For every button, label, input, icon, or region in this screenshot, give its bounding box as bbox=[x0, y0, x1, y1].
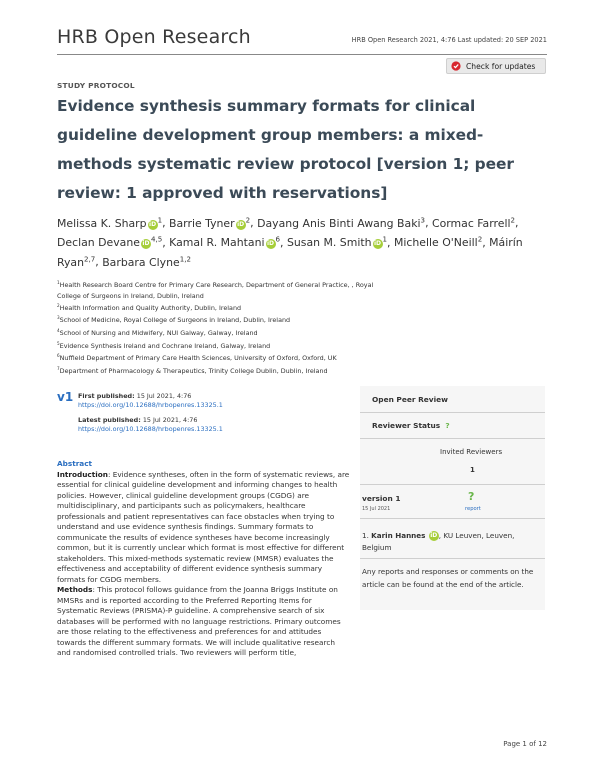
author-affiliation-ref: 2 bbox=[477, 234, 483, 244]
publication-info bbox=[78, 392, 223, 434]
affiliation: $^5$Evidence Synthesis Ireland and Cochrane Ireland, Galway, Ireland bbox=[57, 340, 271, 350]
check-for-updates-label: Check for updates bbox=[466, 61, 536, 71]
panel-divider bbox=[360, 412, 545, 413]
orcid-icon[interactable]: iD bbox=[149, 220, 157, 228]
author bbox=[394, 236, 482, 249]
author bbox=[257, 217, 425, 230]
author-list: Melissa K. Sharp $iD^1$, Barrie Tyner $iD^2$, Dayang Anis Binti Awang Baki$^3$, Cormac Farrell$^2$, Declan Devane iD$^{4,5}$, Kamal R. Mahtani $iD^6$, Susan M. Smith $iD^1$, Michelle O'Neill$^2$, Máirín Ryan$^{2,7}$, Barbara Clyne$^{1,2}$ bbox=[57, 215, 523, 269]
methods-text: : This protocol follows guidance from the Joanna Briggs Institute on MMSRs and is reported according to the Preferred Reporting Items for Systematic Reviews (PRISMA)-P guideline. A comprehensive search of six databases will be performed with no language restrictions. Primary outcomes are those relating to the effectiveness and preferences for and attitudes towards the different summary formats. We will include qualitative research and randomised controlled trials. Two reviewers will perform title, bbox=[57, 585, 341, 657]
author-affiliation-ref: 6 bbox=[275, 234, 281, 244]
author-name: Michelle O'Neill bbox=[393, 236, 478, 250]
open-peer-review-heading: Open Peer Review bbox=[372, 395, 448, 404]
author bbox=[57, 236, 162, 249]
author-name: Dayang Anis Binti Awang Baki bbox=[257, 216, 421, 230]
crossmark-icon bbox=[451, 61, 461, 71]
article-type: STUDY PROTOCOL bbox=[57, 81, 135, 90]
affiliation: $^6$Nuffield Department of Primary Care Health Sciences, University of Oxford, Oxford, UK bbox=[57, 353, 337, 363]
orcid-icon[interactable]: iD bbox=[142, 240, 150, 248]
orcid-icon[interactable]: iD bbox=[430, 532, 438, 539]
author-affiliation-ref: 1,2 bbox=[179, 254, 191, 264]
author-affiliation-ref: 4,5 bbox=[150, 234, 163, 244]
latest-published-doi-link[interactable]: https://doi.org/10.12688/hrbopenres.13325.1 bbox=[78, 424, 223, 433]
page-number: Page 1 of 12 bbox=[503, 740, 547, 748]
abstract-methods bbox=[57, 585, 350, 659]
latest-published-label: Latest published: bbox=[78, 415, 141, 424]
author-affiliation-ref: 2,7 bbox=[84, 254, 96, 264]
version-date: 15 Jul 2021 bbox=[362, 506, 391, 512]
author-name: Barrie Tyner bbox=[169, 216, 235, 230]
report-link[interactable]: report bbox=[465, 506, 481, 512]
abstract-heading: Abstract bbox=[57, 459, 93, 468]
version-badge: v1 bbox=[57, 390, 74, 404]
reviewer-entry bbox=[362, 530, 540, 553]
reviewer-status-label: Reviewer Status bbox=[372, 421, 441, 430]
check-for-updates-button[interactable] bbox=[446, 58, 546, 74]
reviewer-name: Karin Hannes bbox=[371, 531, 426, 540]
panel-divider bbox=[360, 518, 545, 519]
author bbox=[169, 217, 250, 230]
panel-divider bbox=[360, 438, 545, 439]
affiliation: $^2$Health Information and Quality Authority, Dublin, Ireland bbox=[57, 302, 242, 313]
abstract bbox=[57, 459, 350, 659]
author bbox=[432, 217, 515, 230]
reviewer-affiliation: , KU Leuven, Leuven, Belgium bbox=[362, 531, 515, 552]
journal-title: HRB Open Research bbox=[57, 26, 251, 48]
author-name: Barbara Clyne bbox=[102, 255, 180, 269]
author bbox=[169, 236, 280, 249]
reports-note: Any reports and responses or comments on the article can be found at the end of the article. bbox=[362, 567, 534, 589]
first-published-label: First published: bbox=[78, 392, 135, 400]
invited-reviewers-label: Invited Reviewers bbox=[440, 448, 503, 456]
author-name: Susan M. Smith bbox=[286, 236, 372, 250]
author bbox=[57, 217, 162, 230]
author-name: Melissa K. Sharp bbox=[57, 216, 147, 230]
panel-divider bbox=[360, 558, 545, 559]
author bbox=[287, 236, 387, 249]
header-meta: HRB Open Research 2021, 4:76 Last updated: 20 SEP 2021 bbox=[351, 36, 547, 44]
orcid-icon[interactable]: iD bbox=[266, 240, 275, 248]
reviewer-status bbox=[372, 421, 450, 430]
author-name: Máirín Ryan bbox=[57, 236, 523, 269]
author-affiliation-ref: 3 bbox=[420, 215, 426, 224]
affiliation: $^1$Health Research Board Centre for Primary Care Research, Department of General Practice, , Royal College of Surgeons in Ireland, Dublin, Ireland bbox=[57, 280, 374, 300]
affiliation: $^3$School of Medicine, Royal College of Surgeons in Ireland, Dublin, Ireland bbox=[57, 315, 291, 325]
latest-published-date: 15 Jul 2021, 4:76 bbox=[142, 415, 198, 424]
author-affiliation-ref: 2 bbox=[510, 215, 516, 224]
abstract-introduction bbox=[57, 470, 350, 586]
introduction-text: : Evidence syntheses, often in the form of systematic reviews, are essential for clinical guideline development and informing changes to health policies. However, clinical guideline development groups (CGDG) are multidisciplinary, and participants such as policymakers, healthcare professionals and patient representatives can face obstacles when trying to understand and use evidence synthesis findings. Summary formats to communicate the results of evidence syntheses have become increasingly common, but it is currently unclear which format is most effective for different stakeholders. This mixed-methods systematic review (MMSR) evaluates the effectiveness and acceptability of different evidence synthesis summary formats for CGDG members. bbox=[57, 469, 350, 584]
author-name: Cormac Farrell bbox=[432, 216, 511, 230]
author bbox=[102, 256, 191, 269]
reviewer-number: 1. bbox=[362, 531, 369, 540]
orcid-icon[interactable]: iD bbox=[374, 240, 382, 248]
affiliation: $^4$School of Nursing and Midwifery, NUI Galway, Galway, Ireland bbox=[57, 328, 258, 338]
affiliation: $^7$Department of Pharmacology & Therapeutics, Trinity College Dublin, Dublin, Ireland bbox=[57, 365, 328, 375]
author-name: Declan Devane bbox=[57, 236, 140, 250]
version-label: version 1 bbox=[362, 494, 401, 503]
introduction-label: Introduction bbox=[57, 469, 108, 479]
review-question-icon: ? bbox=[468, 490, 475, 503]
affiliation-list bbox=[57, 278, 397, 376]
invited-reviewer-number: 1 bbox=[470, 466, 475, 474]
panel-divider bbox=[360, 484, 545, 485]
status-question-icon: ? bbox=[445, 421, 450, 430]
first-published-doi-link[interactable]: https://doi.org/10.12688/hrbopenres.13325.1 bbox=[78, 401, 223, 410]
methods-label: Methods bbox=[57, 585, 93, 594]
author-affiliation-ref: 1 bbox=[157, 215, 163, 224]
author-affiliation-ref: 2 bbox=[245, 215, 251, 224]
first-published-date: 15 Jul 2021, 4:76 bbox=[136, 392, 192, 400]
article-title: Evidence synthesis summary formats for clinical guideline development group members: a mixed-methods systematic review protocol [version 1; peer review: 1 approved with reservations] bbox=[57, 97, 514, 202]
orcid-icon[interactable]: iD bbox=[237, 220, 245, 228]
author-affiliation-ref: 1 bbox=[382, 234, 388, 244]
author-name: Kamal R. Mahtani bbox=[169, 236, 265, 250]
header-divider bbox=[57, 54, 547, 55]
